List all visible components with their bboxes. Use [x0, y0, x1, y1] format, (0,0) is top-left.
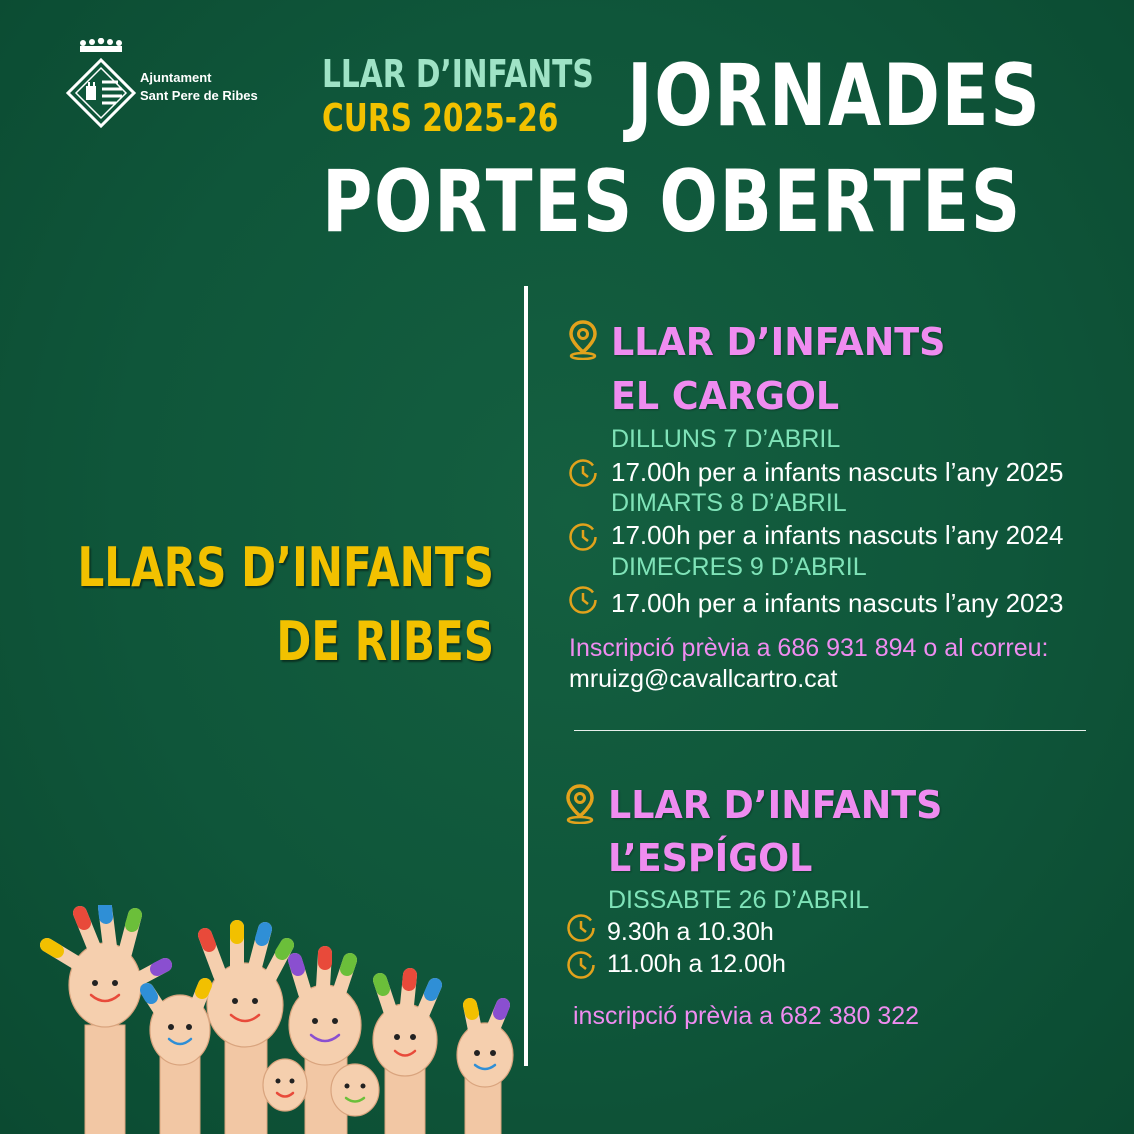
subtitle-line-1: LLAR D’INFANTS — [322, 52, 594, 96]
location-pin-icon — [565, 784, 595, 824]
venue1-time-3: 17.00h per a infants nascuts l’any 2023 — [611, 588, 1064, 618]
title-line-1: JORNADES — [627, 46, 1042, 146]
painted-hands-illustration — [25, 905, 525, 1134]
venue1-name-line-1: LLAR D’INFANTS — [611, 320, 946, 364]
venue1-time-1: 17.00h per a infants nascuts l’any 2025 — [611, 457, 1064, 487]
clock-icon — [566, 950, 596, 980]
venue2-time-2: 11.00h a 12.00h — [607, 950, 786, 978]
venue1-day-2: DIMARTS 8 D’ABRIL — [611, 489, 847, 517]
clock-icon — [566, 913, 596, 943]
clock-icon — [568, 585, 598, 615]
logo-line-1: Ajuntament — [140, 70, 212, 85]
clock-icon — [568, 522, 598, 552]
venue1-email[interactable]: mruizg@cavallcartro.cat — [569, 665, 838, 693]
horizontal-divider — [574, 730, 1086, 731]
venue2-time-1: 9.30h a 10.30h — [607, 918, 774, 946]
subtitle-line-2: CURS 2025-26 — [322, 96, 559, 140]
coat-of-arms-icon — [66, 58, 136, 128]
location-pin-icon — [568, 320, 598, 360]
title-line-2: PORTES OBERTES — [322, 152, 1022, 252]
venue2-name-line-1: LLAR D’INFANTS — [608, 783, 943, 827]
left-heading-line-2: DE RIBES — [276, 610, 494, 673]
logo-line-2: Sant Pere de Ribes — [140, 88, 258, 103]
crown-icon — [78, 38, 124, 54]
venue2-inscription: inscripció prèvia a 682 380 322 — [573, 1002, 920, 1030]
venue1-name-line-2: EL CARGOL — [611, 374, 840, 418]
venue1-day-1: DILLUNS 7 D’ABRIL — [611, 425, 841, 453]
venue1-day-3: DIMECRES 9 D’ABRIL — [611, 553, 867, 581]
clock-icon — [568, 458, 598, 488]
venue2-name-line-2: L’ESPÍGOL — [608, 836, 813, 880]
venue2-day: DISSABTE 26 D’ABRIL — [608, 886, 870, 914]
left-heading-line-1: LLARS D’INFANTS — [77, 536, 494, 599]
venue1-time-2: 17.00h per a infants nascuts l’any 2024 — [611, 520, 1064, 550]
venue1-inscription: Inscripció prèvia a 686 931 894 o al correu: — [569, 634, 1049, 662]
